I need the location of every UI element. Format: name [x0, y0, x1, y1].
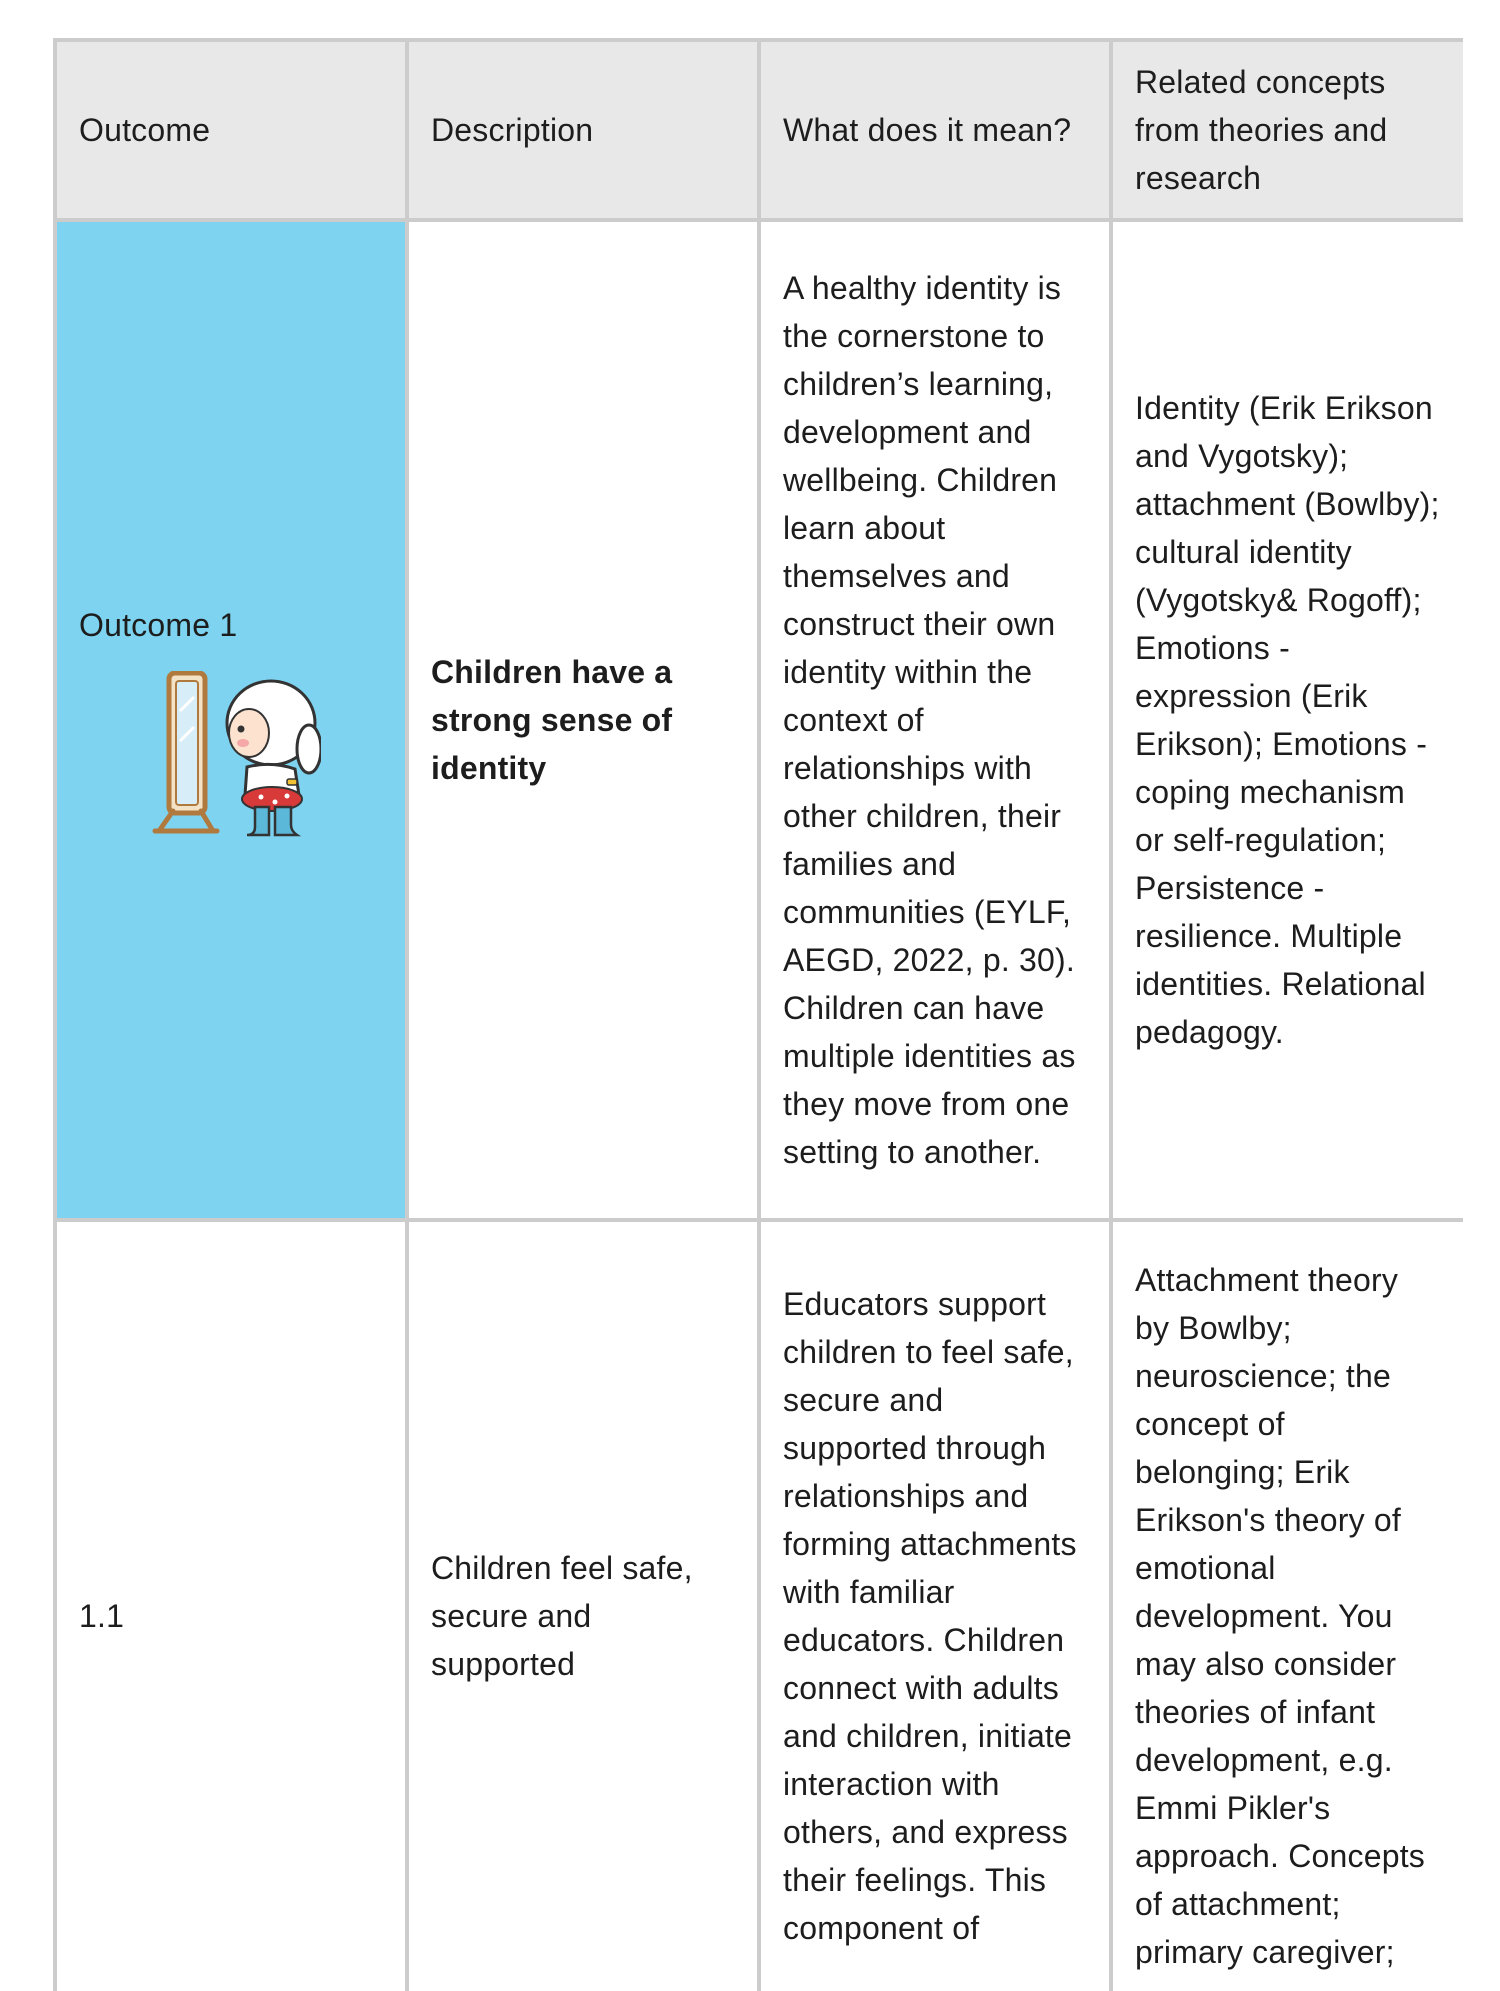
outcomes-table-container	[53, 38, 1463, 1991]
outcome-1-description	[407, 220, 759, 1220]
outcome-1-1-cell: 1.1	[55, 1220, 407, 1991]
header-description: Description	[407, 40, 759, 220]
outcome-1-1-description: Children feel safe, secure and supported	[407, 1220, 759, 1991]
outcome-1-1-meaning: Educators support children to feel safe, secure and supported through relationships and forming attachments with familiar educators. Children connect with adults and children, initiate interaction with others, and express their feelings. This component of	[759, 1220, 1111, 1991]
description-text: Children have a strong sense of identity	[431, 654, 673, 786]
header-related-concepts: Related concepts from theories and research	[1111, 40, 1463, 220]
header-outcome: Outcome	[55, 40, 407, 220]
outcome-label: Outcome 1	[79, 607, 238, 643]
outcomes-table	[53, 38, 1463, 1991]
table-row	[55, 220, 1463, 1220]
table-row	[55, 1220, 1463, 1991]
outcome-1-1-related-concepts: Attachment theory by Bowlby; neuroscience; the concept of belonging; Erik Erikson's theory of emotional development. You may also consider theories of infant development, e.g. Emmi Pikler's approach. Concepts of attachment; primary caregiver;	[1111, 1220, 1463, 1991]
outcome-1-related-concepts: Identity (Erik Erikson and Vygotsky); attachment (Bowlby); cultural identity (Vygotsky& Rogoff); Emotions - expression (Erik Erikson); Emotions - coping mechanism or self-regulation; Persistence - resilience. Multiple identities. Relational pedagogy.	[1111, 220, 1463, 1220]
table-header-row	[55, 40, 1463, 220]
outcome-1-meaning: A healthy identity is the cornerstone to children’s learning, development and wellbeing. Children learn about themselves and construct their own identity within the context of relationships with other children, their families and communities (EYLF, AEGD, 2022, p. 30). Children can have multiple identities as they move from one setting to another.	[759, 220, 1111, 1220]
header-meaning: What does it mean?	[759, 40, 1111, 220]
outcome-1-cell	[55, 220, 407, 1220]
child-mirror-illustration-icon	[151, 671, 321, 839]
